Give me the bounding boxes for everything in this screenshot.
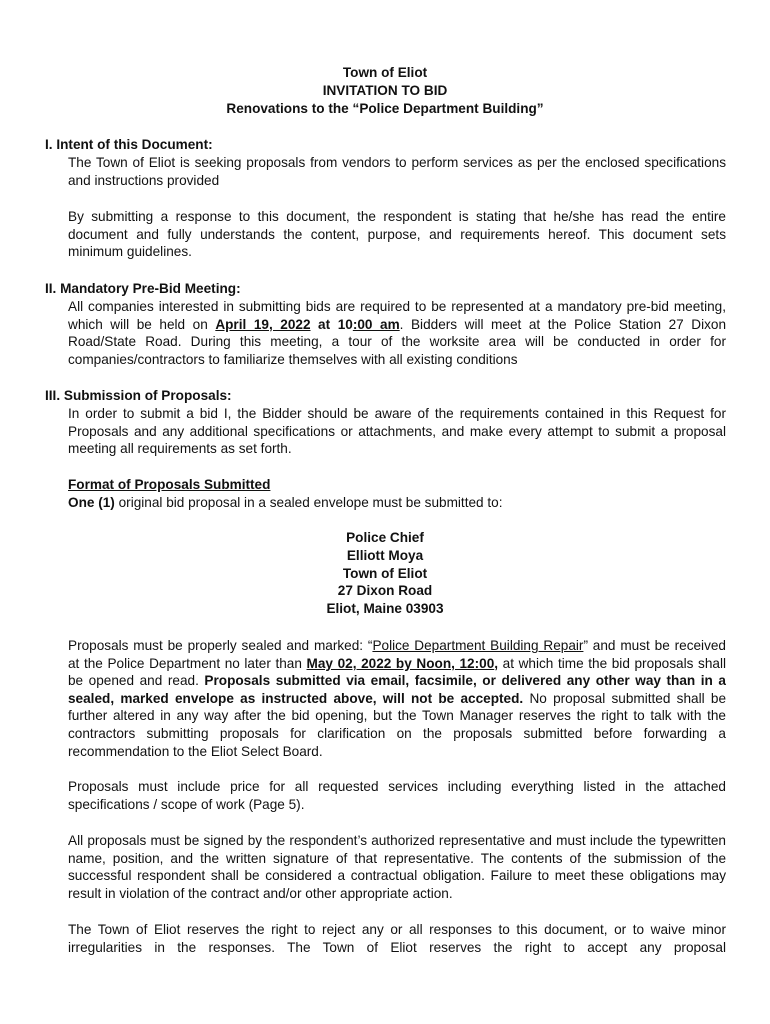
- section-3-heading: III. Submission of Proposals:: [45, 388, 232, 403]
- marking-text-c: at which time the bid proposals shall be opened and read.: [68, 655, 726, 689]
- address-line-2: Elliott Moya: [346, 547, 424, 563]
- format-heading: [68, 476, 726, 494]
- submission-deadline: May 02, 2022 by Noon, 12:00: [306, 655, 495, 671]
- format-text: original bid proposal in a sealed envelope must be submitted to:: [114, 495, 503, 510]
- document-header: [0, 64, 770, 117]
- section-3-paragraph-2: [68, 637, 726, 760]
- section-1-paragraph-2: By submitting a response to this document, the respondent is stating that he/she has read the entire document and fully understands the content, purpose, and requirements hereof. This document sets minimum guidelines.: [68, 209, 726, 260]
- deadline-comma: ,: [494, 655, 499, 671]
- delivery-address: [0, 529, 770, 618]
- section-3-paragraph-5: The Town of Eliot reserves the right to reject any or all responses to this document, or to waive minor irregularities in the responses. The Town of Eliot reserves the right to accept any proposal: [68, 922, 726, 955]
- marking-text-b: ” and must be received at the Police Department no later than: [68, 638, 726, 671]
- header-town: Town of Eliot: [342, 65, 428, 80]
- meeting-time: :00 am: [352, 316, 400, 332]
- meeting-text-b: . Bidders will meet at the Police Station 27 Dixon Road/State Road. During this meeting, a tour of the worksite area will be conducted in order for companies/contractors to familiarize themselves with all existing conditions: [68, 316, 727, 367]
- section-1-paragraph-1: The Town of Eliot is seeking proposals from vendors to perform services as per the enclosed specifications and instructions provided: [68, 155, 726, 188]
- marking-text-d: No proposal submitted shall be further altered in any way after the bid opening, but the Town Manager reserves the right to talk with the contractors submitting proposals for clarification on the proposals submitted before forwarding a recommendation to the Eliot Select Board.: [68, 690, 727, 759]
- format-count: One (1): [68, 495, 115, 510]
- marking-text-a: Proposals must be properly sealed and marked: “: [68, 638, 373, 653]
- submission-warning: Proposals submitted via email, facsimile, or delivered any other way than in a sealed, marked envelope as instructed above, will not be accepted.: [68, 673, 726, 706]
- format-instruction: [68, 494, 726, 512]
- meeting-date: April 19, 2022: [215, 316, 311, 332]
- address-line-5: Eliot, Maine 03903: [326, 601, 444, 617]
- section-3-paragraph-3: Proposals must include price for all requested services including everything listed in the attached specifications / scope of work (Page 5).: [68, 779, 726, 812]
- meeting-at: at 10: [310, 316, 353, 332]
- marking-label: Police Department Building Repair: [372, 638, 584, 653]
- section-2-heading: II. Mandatory Pre-Bid Meeting:: [45, 281, 241, 296]
- address-line-4: 27 Dixon Road: [337, 583, 433, 599]
- header-title: INVITATION TO BID: [322, 82, 448, 98]
- section-2-paragraph: [68, 298, 726, 368]
- address-line-3: Town of Eliot: [342, 565, 428, 581]
- section-3-paragraph-1: In order to submit a bid I, the Bidder should be aware of the requirements contained in this Request for Proposals and any additional specifications or attachments, and make every attempt to submit a proposal meeting all requirements as set forth.: [68, 406, 726, 457]
- header-subtitle: Renovations to the “Police Department Building”: [226, 100, 544, 116]
- address-line-1: Police Chief: [346, 530, 424, 545]
- section-1-heading: I. Intent of this Document:: [45, 137, 213, 152]
- section-3-paragraph-4: All proposals must be signed by the respondent’s authorized representative and must include the typewritten name, position, and the written signature of that representative. The contents of the submission of the successful respondent shall be considered a contractual obligation. Failure to meet these obligations may result in violation of the contract and/or other appropriate action.: [68, 833, 726, 901]
- meeting-text-a: All companies interested in submitting bids are required to be represented at a mandatory pre-bid meeting, which will be held on: [68, 299, 726, 332]
- format-heading-text: Format of Proposals Submitted: [68, 477, 271, 492]
